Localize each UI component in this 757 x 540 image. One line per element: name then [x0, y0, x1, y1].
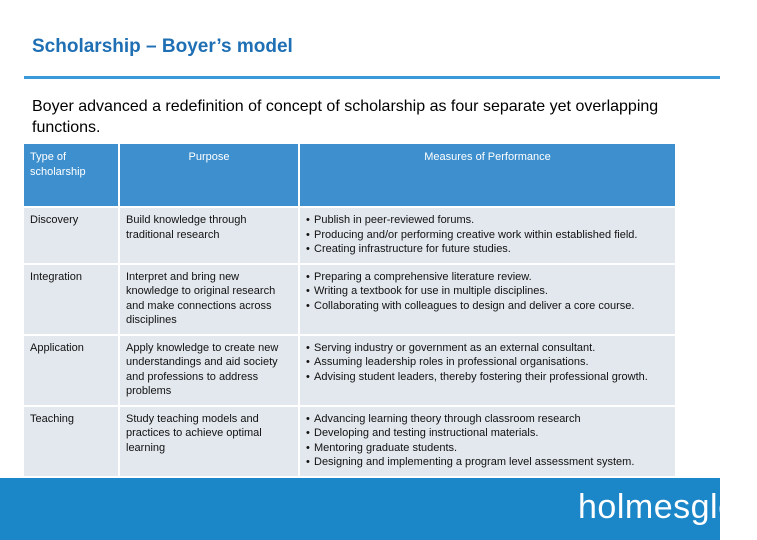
table-row	[24, 264, 675, 335]
measure-item: • Collaborating with colleagues to design and deliver a core course.	[306, 299, 669, 314]
measure-item: • Developing and testing instructional materials.	[306, 426, 669, 441]
scholarship-type-cell: Integration	[24, 264, 119, 335]
purpose-cell: Study teaching models and practices to achieve optimal learning	[119, 406, 299, 477]
measure-item: • Producing and/or performing creative work within established field.	[306, 228, 669, 243]
measure-item: • Publish in peer-reviewed forums.	[306, 213, 669, 228]
scholarship-table	[24, 144, 675, 478]
table-row	[24, 207, 675, 264]
measure-item: • Designing and implementing a program level assessment system.	[306, 455, 669, 470]
measures-list	[306, 213, 669, 257]
measures-list	[306, 341, 669, 385]
measures-cell	[299, 406, 675, 477]
measures-list	[306, 270, 669, 314]
title-divider	[24, 76, 720, 79]
header-measures: Measures of Performance	[299, 144, 675, 207]
header-type: Type of scholarship	[24, 144, 119, 207]
measures-cell	[299, 335, 675, 406]
intro-text: Boyer advanced a redefinition of concept of scholarship as four separate yet overlapping functions.	[32, 98, 659, 136]
measure-item: • Advancing learning theory through classroom research	[306, 412, 669, 427]
table-row	[24, 406, 675, 477]
purpose-cell: Build knowledge through traditional research	[119, 207, 299, 264]
scholarship-type-cell: Discovery	[24, 207, 119, 264]
scholarship-type-cell: Teaching	[24, 406, 119, 477]
measure-item: • Creating infrastructure for future studies.	[306, 242, 669, 257]
purpose-cell: Interpret and bring new knowledge to original research and make connections across disciplines	[119, 264, 299, 335]
scholarship-type-cell: Application	[24, 335, 119, 406]
measure-item: • Preparing a comprehensive literature review.	[306, 270, 669, 285]
measure-item: • Serving industry or government as an external consultant.	[306, 341, 669, 356]
measures-list	[306, 412, 669, 470]
purpose-cell: Apply knowledge to create new understandings and aid society and professions to address problems	[119, 335, 299, 406]
slide-title: Scholarship – Boyer’s model	[32, 36, 293, 57]
holmesglen-logo: holmesglen	[578, 488, 757, 526]
measure-item: • Writing a textbook for use in multiple disciplines.	[306, 284, 669, 299]
measure-item: • Mentoring graduate students.	[306, 441, 669, 456]
measure-item: • Assuming leadership roles in professional organisations.	[306, 355, 669, 370]
table-header-row	[24, 144, 675, 207]
measures-cell	[299, 207, 675, 264]
measure-item: • Advising student leaders, thereby fostering their professional growth.	[306, 370, 669, 385]
table-body	[24, 207, 675, 477]
table-row	[24, 335, 675, 406]
measures-cell	[299, 264, 675, 335]
header-purpose: Purpose	[119, 144, 299, 207]
